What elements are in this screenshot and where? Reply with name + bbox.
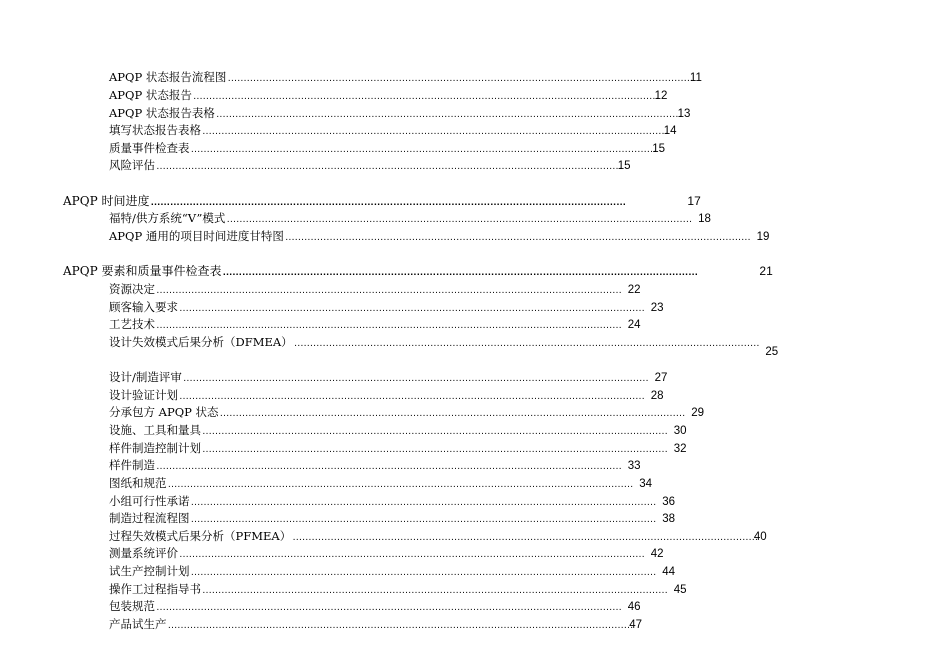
dot-leader: …………………………………………………………………………………………………………………………………	[156, 285, 622, 296]
dot-leader: …………………………………………………………………………………………………………………………………	[156, 161, 622, 172]
toc-entry-label: 工艺技术	[109, 317, 155, 331]
dot-leader: …………………………………………………………………………………………………………………………………	[202, 444, 668, 455]
toc-entry[interactable]	[109, 493, 675, 509]
dot-leader: …………………………………………………………………………………………………………………………………	[156, 602, 622, 613]
toc-entry-label: 设计失效模式后果分析（DFMEA）	[109, 335, 293, 349]
dot-leader: …………………………………………………………………………………………………………………………………	[202, 585, 668, 596]
toc-entry-label: 资源决定	[109, 282, 155, 296]
dot-leader: …………………………………………………………………………………………………………………………………	[226, 214, 692, 225]
toc-entry-label: 图纸和规范	[109, 476, 167, 490]
toc-section-heading[interactable]	[63, 263, 773, 279]
toc-page-number: 32	[673, 443, 687, 455]
toc-page-number: 40	[753, 531, 767, 543]
toc-entry[interactable]	[109, 369, 668, 385]
toc-entry-label: 顾客输入要求	[109, 300, 178, 314]
dot-leader: …………………………………………………………………………………………………………………………………	[202, 126, 668, 137]
toc-entry-label: 制造过程流程图	[109, 511, 190, 525]
toc-entry-label: APQP 状态报告表格	[109, 106, 215, 120]
dot-leader: …………………………………………………………………………………………………………………………………	[156, 320, 622, 331]
toc-page-number: 27	[654, 372, 668, 384]
toc-page-number: 11	[689, 72, 702, 84]
toc-page-number: 46	[627, 601, 641, 613]
toc-entry-label: APQP 状态报告	[109, 88, 192, 102]
toc-page-number: 15	[652, 143, 665, 155]
toc-entry-label: 质量事件检查表	[109, 141, 190, 155]
toc-entry-label: 产品试生产	[109, 617, 167, 631]
toc-entry[interactable]	[109, 404, 705, 420]
toc-page-number: 18	[698, 213, 711, 225]
dot-leader: …………………………………………………………………………………………………………………………………	[179, 549, 645, 560]
dot-leader: …………………………………………………………………………………………………………………………………	[227, 73, 693, 84]
toc-entry-label: APQP 要素和质量事件检查表	[63, 264, 222, 278]
dot-leader: …………………………………………………………………………………………………………………………………	[179, 391, 645, 402]
toc-entry[interactable]	[109, 122, 677, 138]
dot-leader: …………………………………………………………………………………………………………………………………	[215, 109, 682, 120]
toc-entry-label: 试生产控制计划	[109, 564, 190, 578]
toc-entry-label: 设计/制造评审	[109, 370, 182, 384]
toc-page-number: 30	[673, 425, 687, 437]
dot-leader: …………………………………………………………………………………………………………………………………	[219, 408, 686, 419]
toc-entry[interactable]	[109, 299, 664, 315]
toc-entry[interactable]	[109, 157, 631, 173]
toc-entry-label: APQP 通用的项目时间进度甘特图	[109, 229, 284, 243]
toc-entry[interactable]	[109, 510, 675, 526]
toc-entry-label: 填写状态报告表格	[109, 123, 201, 137]
toc-entry-label: 福特/供方系统“V”模式	[109, 211, 226, 225]
toc-page-number: 17	[687, 194, 701, 208]
toc-page-number: 19	[756, 231, 770, 243]
dot-leader: …………………………………………………………………………………………………………………………………	[167, 479, 633, 490]
toc-page-number: 38	[662, 513, 675, 525]
toc-entry-label: 分承包方 APQP 状态	[109, 405, 219, 419]
dot-leader: …………………………………………………………………………………………………………………………………	[156, 461, 622, 472]
toc-page-number: 15	[617, 160, 631, 172]
toc-page-number: 29	[691, 407, 705, 419]
toc-entry[interactable]	[109, 87, 668, 103]
toc-page-number: 47	[629, 619, 642, 631]
dot-leader: …………………………………………………………………………………………………………………………………	[190, 567, 656, 578]
toc-page-number: 36	[662, 496, 675, 508]
toc-page-number: 21	[759, 264, 773, 278]
dot-leader: …………………………………………………………………………………………………………………………………	[190, 497, 656, 508]
dot-leader-wrap	[149, 195, 686, 211]
toc-entry[interactable]	[109, 598, 641, 614]
toc-entry[interactable]	[109, 210, 711, 226]
dot-leader: …………………………………………………………………………………………………………………………………	[202, 426, 668, 437]
toc-entry-label: 小组可行性承诺	[109, 494, 190, 508]
toc-entry-label: APQP 时间进度	[63, 194, 150, 208]
toc-entry-label: 样件制造控制计划	[109, 441, 201, 455]
toc-entry[interactable]	[109, 422, 687, 438]
dot-leader: …………………………………………………………………………………………………………………………………	[167, 620, 633, 631]
toc-entry[interactable]	[109, 316, 641, 332]
toc-entry[interactable]	[109, 140, 665, 156]
dot-leader: …………………………………………………………………………………………………………………………………	[190, 514, 656, 525]
toc-entry-label: 设施、工具和量具	[109, 423, 201, 437]
toc-entry[interactable]	[109, 581, 687, 597]
toc-entry-label: 操作工过程指导书	[109, 582, 201, 596]
toc-page-number: 44	[662, 566, 675, 578]
toc-entry-label: 设计验证计划	[109, 388, 178, 402]
toc-page-number: 25	[765, 346, 779, 358]
toc-entry[interactable]	[109, 281, 641, 297]
toc-entry[interactable]	[109, 457, 641, 473]
toc-page-number: 28	[650, 390, 664, 402]
toc-entry[interactable]	[109, 616, 642, 632]
toc-entry-label: 过程失效模式后果分析（PFMEA）	[109, 529, 292, 543]
dot-leader: …………………………………………………………………………………………………………………………………	[190, 144, 656, 155]
toc-page-number: 23	[650, 302, 664, 314]
toc-page-number: 24	[627, 319, 641, 331]
dot-leader: …………………………………………………………………………………………………………………………………	[192, 91, 659, 102]
toc-entry[interactable]	[109, 334, 779, 358]
toc-entry[interactable]	[109, 387, 664, 403]
toc-page-number: 34	[639, 478, 652, 490]
toc-entry-label: 测量系统评价	[109, 546, 178, 560]
toc-page-number: 45	[673, 584, 687, 596]
toc-entry[interactable]	[109, 228, 770, 244]
toc-entry-label: APQP 状态报告流程图	[109, 70, 227, 84]
dot-leader: …………………………………………………………………………………………………………………………………	[292, 532, 758, 543]
dot-leader: …………………………………………………………………………………………………………………………………	[222, 267, 698, 278]
toc-entry-label: 样件制造	[109, 458, 155, 472]
dot-leader-wrap	[221, 265, 758, 281]
toc-entry-label: 包装规范	[109, 599, 155, 613]
toc-page-number: 14	[663, 125, 677, 137]
toc-entry[interactable]	[109, 563, 675, 579]
toc-entry[interactable]	[109, 528, 767, 544]
toc-entry[interactable]	[109, 69, 702, 85]
toc-section-heading[interactable]	[63, 193, 701, 209]
toc-page-number: 42	[650, 548, 664, 560]
toc-page-number: 13	[677, 108, 691, 120]
dot-leader: …………………………………………………………………………………………………………………………………	[179, 303, 645, 314]
toc-entry[interactable]	[109, 545, 664, 561]
toc-entry-label: 风险评估	[109, 158, 155, 172]
dot-leader: …………………………………………………………………………………………………………………………………	[284, 232, 751, 243]
toc-entry[interactable]	[109, 475, 652, 491]
dot-leader: …………………………………………………………………………………………………………………………………	[150, 197, 626, 208]
toc-page-number: 12	[654, 90, 668, 102]
toc-page-number: 33	[627, 460, 641, 472]
toc-entry[interactable]	[109, 105, 691, 121]
toc-page-number: 22	[627, 284, 641, 296]
dot-leader: …………………………………………………………………………………………………………………………………	[293, 338, 760, 349]
toc-entry[interactable]	[109, 440, 687, 456]
dot-leader: …………………………………………………………………………………………………………………………………	[182, 373, 649, 384]
